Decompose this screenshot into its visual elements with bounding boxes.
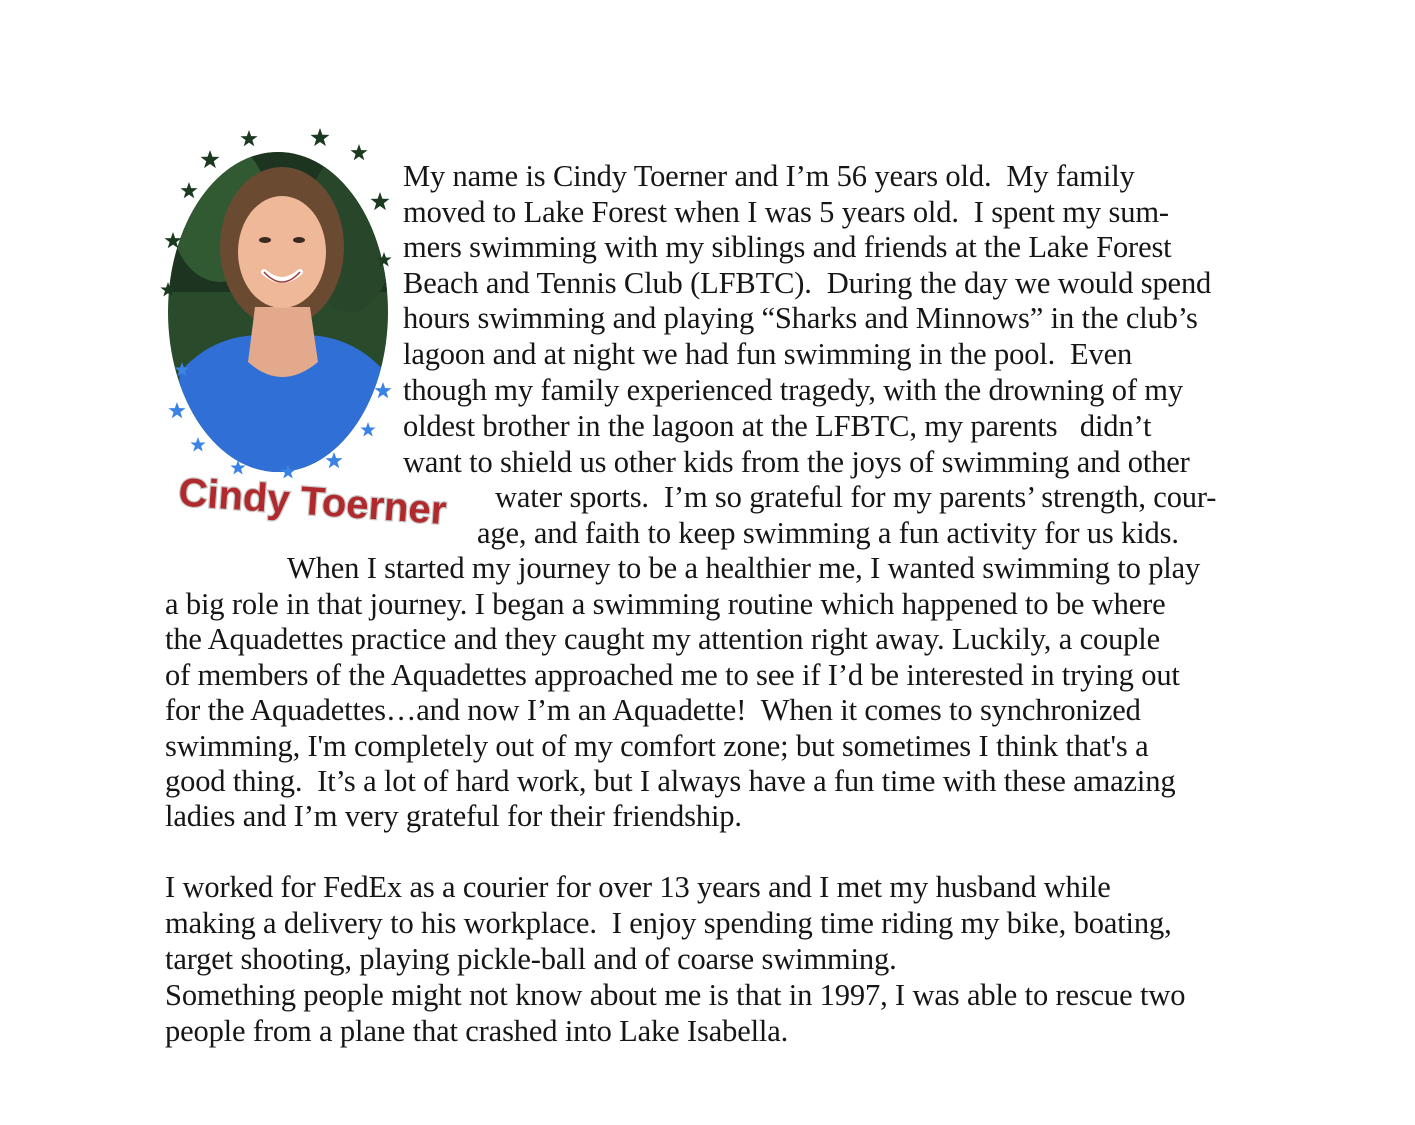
- text-line: though my family experienced tragedy, with the drowning of my: [403, 373, 1183, 407]
- text-line: When I started my journey to be a healthier me, I wanted swimming to play: [287, 551, 1201, 585]
- text-line: Something people might not know about me is that in 1997, I was able to rescue two: [165, 978, 1186, 1012]
- text-line: age, and faith to keep swimming a fun activity for us kids.: [477, 516, 1179, 550]
- text-line: people from a plane that crashed into Lake Isabella.: [165, 1014, 789, 1048]
- text-line: ladies and I’m very grateful for their friendship.: [165, 799, 742, 833]
- text-line: oldest brother in the lagoon at the LFBTC, my parents didn’t: [403, 409, 1152, 443]
- text-line: lagoon and at night we had fun swimming in the pool. Even: [403, 337, 1133, 371]
- text-line: target shooting, playing pickle-ball and of coarse swimming.: [165, 942, 897, 976]
- text-line: a big role in that journey. I began a swimming routine which happened to be where: [165, 587, 1166, 621]
- text-line: good thing. It’s a lot of hard work, but I always have a fun time with these amazing: [165, 764, 1176, 798]
- text-line: the Aquadettes practice and they caught my attention right away. Luckily, a couple: [165, 622, 1160, 656]
- text-line: I worked for FedEx as a courier for over 13 years and I met my husband while: [165, 870, 1111, 904]
- name-word-art: [170, 468, 490, 548]
- text-line: of members of the Aquadettes approached me to see if I’d be interested in trying out: [165, 658, 1180, 692]
- portrait-photo-icon: [160, 122, 400, 482]
- text-line: for the Aquadettes…and now I’m an Aquadette! When it comes to synchronized: [165, 693, 1141, 727]
- text-line: Beach and Tennis Club (LFBTC). During the day we would spend: [403, 266, 1212, 300]
- text-line: water sports. I’m so grateful for my parents’ strength, cour-: [495, 480, 1217, 514]
- text-line: swimming, I'm completely out of my comfort zone; but sometimes I think that's a: [165, 729, 1149, 763]
- text-line: want to shield us other kids from the joys of swimming and other: [403, 445, 1190, 479]
- text-line: making a delivery to his workplace. I enjoy spending time riding my bike, boating,: [165, 906, 1172, 940]
- text-line: hours swimming and playing “Sharks and Minnows” in the club’s: [403, 301, 1198, 335]
- text-line: mers swimming with my siblings and friends at the Lake Forest: [403, 230, 1172, 264]
- text-line: My name is Cindy Toerner and I’m 56 years old. My family: [403, 159, 1135, 193]
- name-art-text: Cindy Toerner: [177, 470, 448, 534]
- text-line: moved to Lake Forest when I was 5 years old. I spent my sum-: [403, 195, 1169, 229]
